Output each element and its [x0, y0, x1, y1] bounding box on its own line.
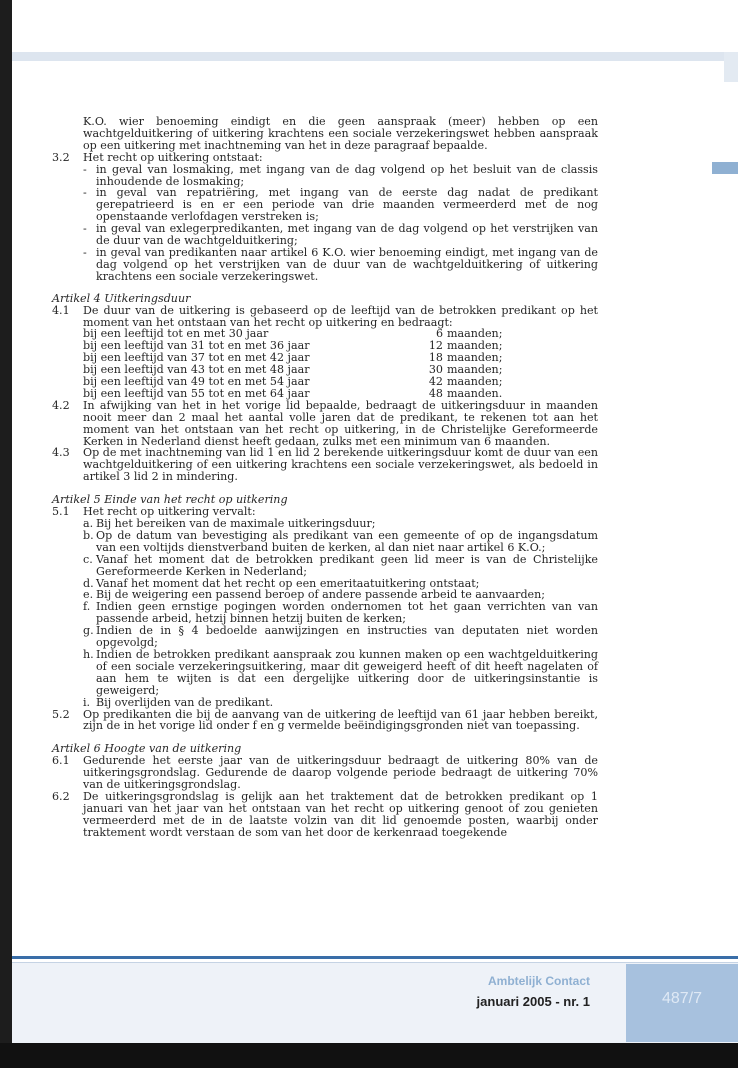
clause-text: Het recht op uitkering ontstaat:: [83, 150, 263, 164]
clause-5-1: 5.1 Het recht op uitkering vervalt:: [52, 505, 256, 519]
footer-rule: [12, 956, 738, 959]
header-band-corner: [724, 52, 738, 82]
dash-item: - in geval van losmaking, met ingang van de dag volgend op het besluit van de classis inhoudende de losmaking;: [83, 162, 598, 188]
section-edge-tab: [712, 162, 738, 174]
clause-6-2: 6.2 De uitkeringsgrondslag is gelijk aan het traktement dat de betrokken predikant op 1 januari van het jaar van het ontstaan van het recht op uitkering genoot of zou genieten vermeerderd met de in de laatste volzin van dit lid genoemde posten, waarbij onder traktement wordt verstaan de som van het door de kerkenraad toegekende: [52, 789, 598, 839]
article-6-heading: Artikel 6 Hoogte van de uitkering: [52, 742, 242, 756]
clause-5-2: 5.2 Op predikanten die bij de aanvang van de uitkering de leeftijd van 61 jaar hebben bereikt, zijn de in het vorige lid onder f en g vermelde beëindigingsgronden niet van toepassing.: [52, 707, 598, 733]
clause-4-3: 4.3 Op de met inachtneming van lid 1 en lid 2 berekende uitkeringsduur komt de duur van een wachtgelduitkering of een uitkering krachtens een sociale verzekeringswet, als bedoeld in artikel 3 lid 2 in mindering.: [52, 446, 598, 484]
list-item: c. Vanaf het moment dat de betrokken predikant geen lid meer is van de Christelijke Gereformeerde Kerken in Nederland;: [83, 552, 598, 578]
duration-row: bij een leeftijd van 55 tot en met 64 jaar 48 maanden.: [83, 386, 503, 400]
article-5-heading: Artikel 5 Einde van het recht op uitkering: [52, 493, 288, 507]
list-item: h. Indien de betrokken predikant aanspraak zou kunnen maken op een wachtgelduitkering of een sociale verzekeringsuitkering, maar dit geweigerd heeft of dit heeft nagelaten of aan hem te wijten is dat een dergelijke uitkering door de uitkeringsinstantie is geweigerd;: [83, 647, 598, 697]
duration-row: bij een leeftijd van 37 tot en met 42 jaar 18 maanden;: [83, 351, 503, 365]
article-body: [52, 116, 598, 839]
clause-4-1: 4.1 De duur van de uitkering is gebaseerd op de leeftijd van de betrokken predikant op het moment van het ontstaan van het recht op uitkering en bedraagt:: [52, 303, 598, 329]
list-item: i. Bij overlijden van de predikant.: [83, 695, 274, 709]
duration-table: [52, 328, 598, 399]
dash-item: - in geval van exlegerpredikanten, met ingang van de dag volgend op het verstrijken van de duur van de wachtgelduitkering;: [83, 222, 598, 248]
scan-bottom-edge: [0, 1043, 738, 1068]
clause-4-2: 4.2 In afwijking van het in het vorige lid bepaalde, bedraagt de uitkeringsduur in maanden nooit meer dan 2 maal het aantal volle jaren dat de predikant, te rekenen tot aan het moment van het ontstaan van het recht op uitkering, in de Christelijke Gereformeerde Kerken in Nederland dienst heeft gedaan, zulks met een minimum van 6 maanden.: [52, 398, 598, 448]
duration-row: bij een leeftijd van 31 tot en met 36 jaar 12 maanden;: [83, 339, 503, 353]
duration-row: bij een leeftijd tot en met 30 jaar 6 maanden;: [83, 327, 503, 341]
list-item: d. Vanaf het moment dat het recht op een emeritaatuitkering ontstaat;: [83, 576, 480, 590]
clause-number: 3.2: [52, 150, 70, 164]
duration-row: bij een leeftijd van 49 tot en met 54 jaar 42 maanden;: [83, 375, 503, 389]
article-4-heading: Artikel 4 Uitkeringsduur: [52, 291, 191, 305]
magazine-title: Ambtelijk Contact: [487, 974, 590, 988]
intro-continuation: K.O. wier benoeming eindigt en die geen aanspraak (meer) hebben op een wachtgelduitkering of uitkering krachtens een sociale verzekeringswet hebben aanspraak op een uitkering met inachtneming van het in deze paragraaf bepaalde.: [83, 115, 598, 152]
clause-6-1: 6.1 Gedurende het eerste jaar van de uitkeringsduur bedraagt de uitkering 80% van de uitkeringsgrondslag. Gedurende de daarop volgende periode bedraagt de uitkering 70% van de uitkeringsgrondslag.: [52, 754, 598, 792]
scan-left-edge: [0, 0, 12, 1044]
header-band: [12, 52, 738, 61]
list-item: g. Indien de in § 4 bedoelde aanwijzingen en instructies van deputaten niet worden opgevolgd;: [83, 624, 598, 650]
list-item: e. Bij de weigering een passend beroep of andere passende arbeid te aanvaarden;: [83, 588, 546, 602]
dash-item: - in geval van repatriëring, met ingang van de eerste dag nadat de predikant gerepatrieerd is en er een periode van drie maanden vermeerderd met de nog openstaande verlofdagen verstreken is;: [83, 186, 598, 224]
list-item: f. Indien geen ernstige pogingen worden ondernomen tot het gaan verrichten van van passende arbeid, hetzij binnen hetzij buiten de kerken;: [83, 600, 598, 626]
list-item: a. Bij het bereiken van de maximale uitkeringsduur;: [83, 517, 376, 530]
page-number: 487/7: [661, 990, 703, 1007]
dash-item: - in geval van predikanten naar artikel 6 K.O. wier benoeming eindigt, met ingang van de dag volgend op het verstrijken van de duur van de wachtgelduitkering of uitkering krachtens een sociale verzekeringswet.: [83, 245, 598, 283]
list-item: b. Op de datum van bevestiging als predikant van een gemeente of op de ingangsdatum van een voltijds dienstverband buiten de kerken, al dan niet naar artikel 6 K.O.;: [83, 528, 598, 554]
issue-label: januari 2005 - nr. 1: [476, 994, 590, 1009]
clause-3-2: [52, 152, 598, 164]
duration-row: bij een leeftijd van 43 tot en met 48 jaar 30 maanden;: [83, 363, 503, 377]
